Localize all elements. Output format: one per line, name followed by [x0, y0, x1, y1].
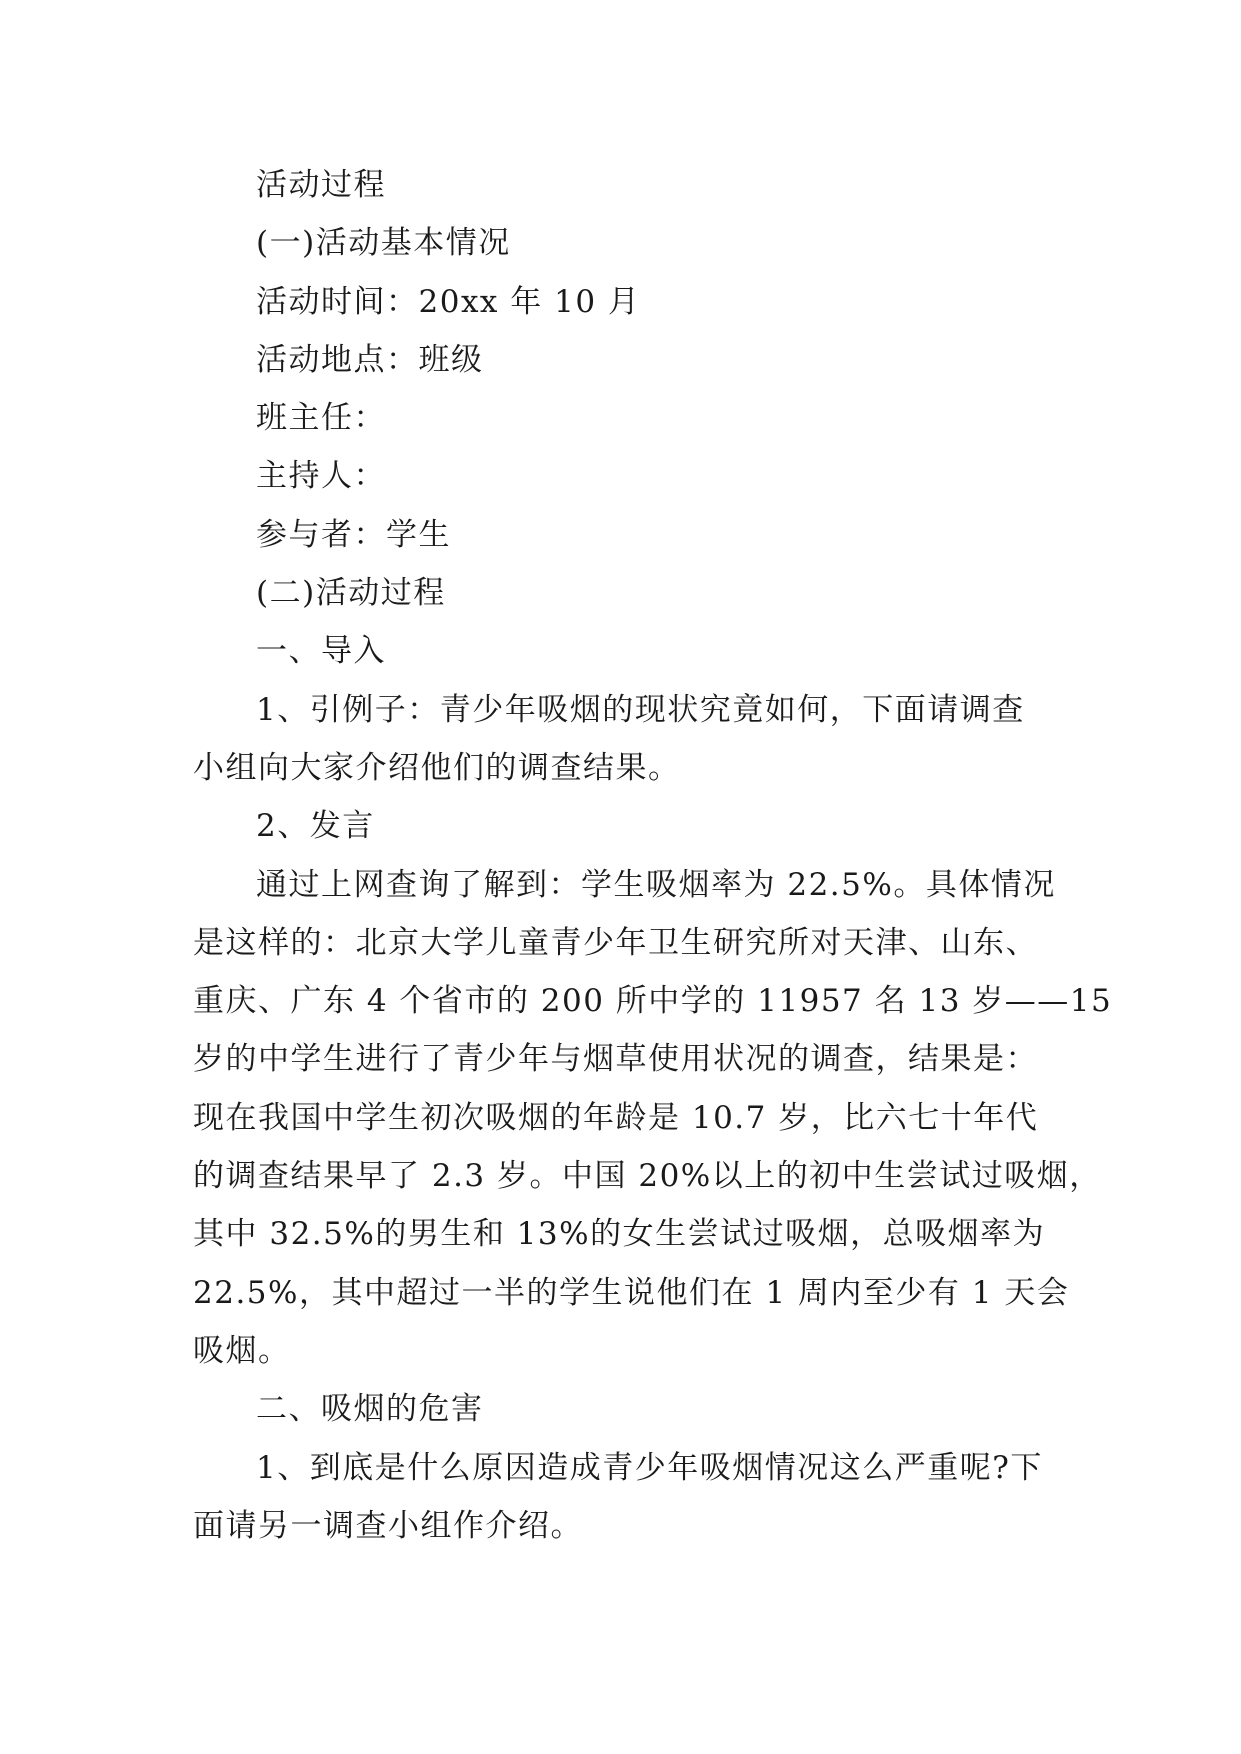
text-line: 22.5%，其中超过一半的学生说他们在 1 周内至少有 1 天会 — [193, 1274, 1070, 1311]
text-line: 重庆、广东 4 个省市的 200 所中学的 11957 名 13 岁——15 — [193, 983, 1113, 1020]
text-line: 通过上网查询了解到：学生吸烟率为 22.5%。具体情况 — [256, 866, 1056, 903]
paragraph-basic-info-heading — [193, 214, 1063, 272]
text-line: (一)活动基本情况 — [256, 225, 511, 262]
paragraph-process-heading — [193, 564, 1063, 622]
paragraph-survey-results — [193, 856, 1113, 1381]
paragraph-introduction-heading — [193, 622, 1063, 680]
paragraph-activity-location — [193, 331, 1063, 389]
text-line: 岁的中学生进行了青少年与烟草使用状况的调查，结果是： — [193, 1041, 1038, 1078]
paragraph-example — [193, 681, 1063, 798]
text-line: 现在我国中学生初次吸烟的年龄是 10.7 岁，比六七十年代 — [193, 1099, 1039, 1136]
text-line: 活动地点：班级 — [256, 341, 484, 378]
text-line: 面请另一调查小组作介绍。 — [193, 1507, 583, 1544]
paragraph-host — [193, 447, 1063, 505]
paragraph-cause-question — [193, 1439, 1063, 1556]
text-line: 二、吸烟的危害 — [256, 1391, 484, 1428]
paragraph-smoking-harm-heading — [193, 1380, 1063, 1438]
text-line: 活动时间：20xx 年 10 月 — [256, 283, 641, 320]
text-line: 一、导入 — [256, 633, 386, 670]
text-line: (二)活动过程 — [256, 575, 446, 612]
text-line: 1、引例子：青少年吸烟的现状究竟如何，下面请调查 — [256, 691, 1025, 728]
paragraph-activity-time — [193, 273, 1063, 331]
text-line: 小组向大家介绍他们的调查结果。 — [193, 749, 681, 786]
paragraph-participants — [193, 506, 1063, 564]
paragraph-speech-heading — [193, 797, 1063, 855]
text-line: 2、发言 — [256, 808, 375, 845]
text-line: 班主任： — [256, 400, 386, 437]
paragraph-head-teacher — [193, 389, 1063, 447]
text-line: 主持人： — [256, 458, 386, 495]
text-line: 参与者：学生 — [256, 516, 451, 553]
paragraph-activity-process-heading — [193, 156, 1063, 214]
text-line: 1、到底是什么原因造成青少年吸烟情况这么严重呢?下 — [256, 1449, 1043, 1486]
text-line: 吸烟。 — [193, 1332, 291, 1369]
text-line: 是这样的：北京大学儿童青少年卫生研究所对天津、山东、 — [193, 924, 1038, 961]
text-line: 其中 32.5%的男生和 13%的女生尝试过吸烟，总吸烟率为 — [193, 1216, 1046, 1253]
document-body — [193, 156, 1113, 1555]
text-line: 的调查结果早了 2.3 岁。中国 20%以上的初中生尝试过吸烟， — [193, 1158, 1102, 1195]
text-line: 活动过程 — [256, 167, 386, 203]
